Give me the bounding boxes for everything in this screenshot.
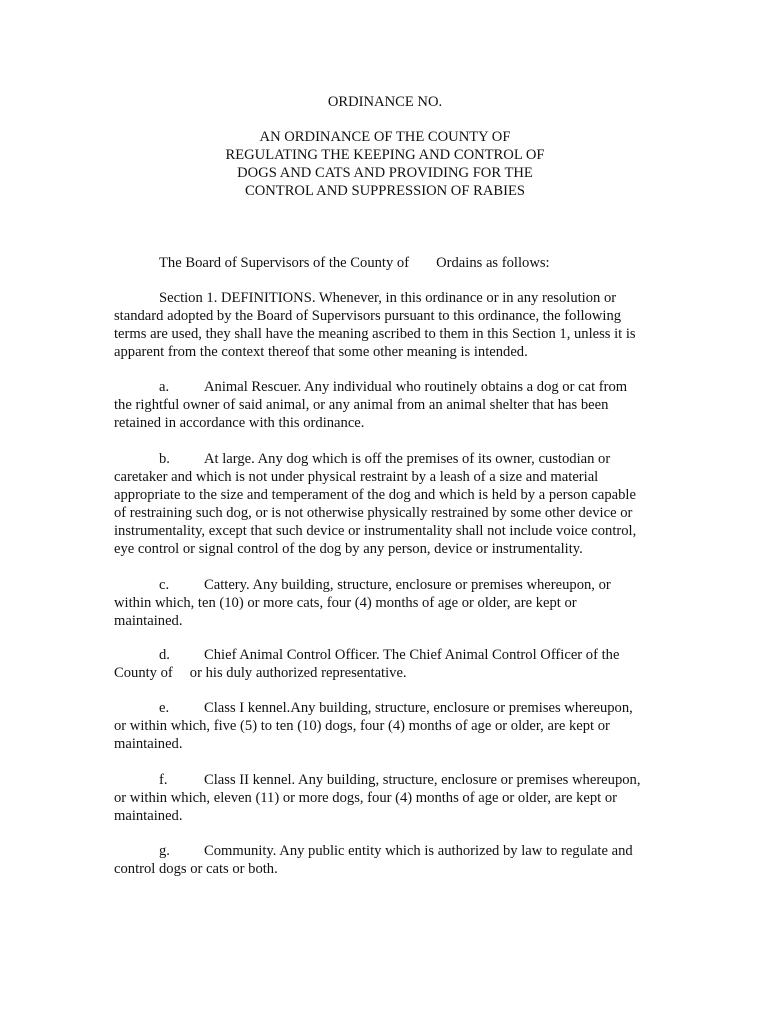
paragraph-line: e. Class I kennel.Any building, structure, enclosure or premises whereupon,	[159, 700, 633, 716]
paragraph-line: instrumentality, except that such device or instrumentality shall not include voice control,	[114, 523, 637, 539]
ordinance-title: ORDINANCE NO.	[327, 94, 443, 110]
paragraph-line: within which, ten (10) or more cats, four (4) months of age or older, are kept or	[114, 595, 577, 611]
definition-label: f.	[159, 772, 168, 788]
definition-g	[114, 842, 662, 878]
paragraph-line: control dogs or cats or both.	[114, 861, 278, 877]
paragraph-line: or within which, five (5) to ten (10) dogs, four (4) months of age or older, are kept or	[114, 718, 610, 734]
paragraph-line: terms are used, they shall have the meaning ascribed to them in this Section 1, unless it is	[114, 326, 636, 342]
paragraph-line: a. Animal Rescuer. Any individual who routinely obtains a dog or cat from	[159, 379, 628, 395]
paragraph-line: b. At large. Any dog which is off the premises of its owner, custodian or	[159, 451, 611, 467]
section-1-paragraph	[114, 289, 662, 361]
paragraph-line: appropriate to the size and temperament of the dog and which is held by a person capable	[114, 487, 636, 503]
definition-d	[114, 646, 662, 682]
intro-right: Ordains as follows:	[436, 255, 550, 271]
definition-label: e.	[159, 700, 170, 716]
paragraph-line: d. Chief Animal Control Officer. The Chief Animal Control Officer of the	[159, 647, 620, 663]
paragraph-line: maintained.	[114, 613, 183, 629]
paragraph-line: of restraining such dog, or is not otherwise physically restrained by some other device or	[114, 505, 633, 521]
definition-a	[114, 378, 662, 432]
ordinance-heading	[0, 128, 770, 200]
paragraph-line: the rightful owner of said animal, or any animal from an animal shelter that has been	[114, 397, 609, 413]
paragraph-line: c. Cattery. Any building, structure, enclosure or premises whereupon, or	[159, 577, 611, 593]
paragraph-line: maintained.	[114, 808, 183, 824]
paragraph-line: caretaker and which is not under physical restraint by a leash of a size and material	[114, 469, 599, 485]
definition-label: g.	[159, 843, 170, 859]
paragraph-line: County of or his duly authorized representative.	[114, 665, 407, 681]
definition-label: a.	[159, 379, 170, 395]
definition-f	[114, 771, 662, 825]
paragraph-line: eye control or signal control of the dog by any person, device or instrumentality.	[114, 541, 583, 557]
heading-line: DOGS AND CATS AND PROVIDING FOR THE	[237, 165, 533, 181]
definition-label: b.	[159, 451, 170, 467]
intro-paragraph	[159, 254, 550, 272]
paragraph-line: f. Class II kennel. Any building, structure, enclosure or premises whereupon,	[159, 772, 641, 788]
heading-line: REGULATING THE KEEPING AND CONTROL OF	[225, 147, 545, 163]
definition-e	[114, 699, 662, 753]
definition-label: d.	[159, 647, 170, 663]
paragraph-line: or within which, eleven (11) or more dogs, four (4) months of age or older, are kept or	[114, 790, 618, 806]
paragraph-line: apparent from the context thereof that some other meaning is intended.	[114, 344, 528, 360]
definition-c	[114, 576, 662, 630]
definition-b	[114, 450, 662, 558]
paragraph-line: g. Community. Any public entity which is authorized by law to regulate and	[159, 843, 633, 859]
heading-line: CONTROL AND SUPPRESSION OF RABIES	[244, 183, 526, 199]
paragraph-line: standard adopted by the Board of Supervisors pursuant to this ordinance, the following	[114, 308, 622, 324]
definition-label: c.	[159, 577, 170, 593]
intro-left: The Board of Supervisors of the County of	[159, 255, 410, 271]
paragraph-line: Section 1. DEFINITIONS. Whenever, in this ordinance or in any resolution or	[159, 290, 617, 306]
heading-line: AN ORDINANCE OF THE COUNTY OF	[259, 129, 511, 145]
paragraph-line: maintained.	[114, 736, 183, 752]
paragraph-line: retained in accordance with this ordinance.	[114, 415, 365, 431]
